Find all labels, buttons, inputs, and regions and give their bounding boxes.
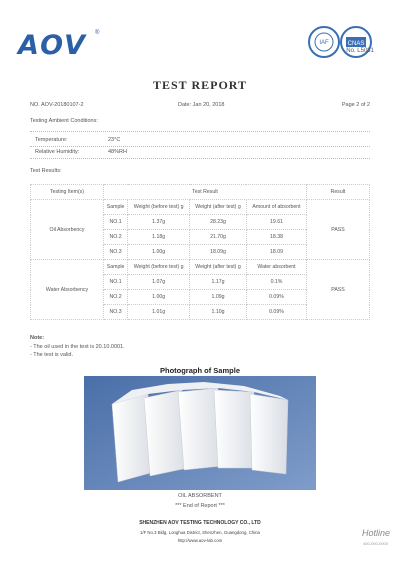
humidity-label: Relative Humidity: <box>35 149 80 155</box>
table-cell: 0.09% <box>246 305 306 320</box>
divider <box>30 131 370 132</box>
test-item-cell: Water Absorbency <box>31 260 104 320</box>
certification-badges-icon <box>302 22 382 62</box>
page-number: Page 2 of 2 <box>341 102 370 108</box>
report-number: NO. AOV-20180107-2 <box>30 102 84 108</box>
company-address: 1/F No.3 Bldg, Longhua District, Shenzhen, Guangdong, China <box>140 530 260 535</box>
table-cell: NO.1 <box>104 215 128 230</box>
col-header: Water absorbent <box>246 260 306 275</box>
col-header: Sample <box>104 260 128 275</box>
table-header-row <box>31 185 370 200</box>
table-header-cell: Result <box>307 185 370 200</box>
hotline-logo: Hotline <box>361 528 390 538</box>
notes-heading: Note: <box>30 335 45 341</box>
table-cell: 28.23g <box>190 215 247 230</box>
cert-badge-cnas: CNAS <box>347 41 365 47</box>
end-of-report: *** End of Report *** <box>175 503 225 509</box>
results-table <box>30 184 370 320</box>
table-cell: 18.09g <box>190 245 247 260</box>
table-cell: 1.00g <box>128 245 190 260</box>
company-logo: AOV <box>18 30 87 61</box>
result-cell: PASS <box>307 260 370 320</box>
photo-title: Photograph of Sample <box>159 366 240 375</box>
divider <box>30 146 370 147</box>
divider <box>30 158 370 159</box>
table-cell: NO.3 <box>104 305 128 320</box>
col-header: Weight (after test) g <box>190 200 247 215</box>
table-row <box>31 200 370 215</box>
report-title: TEST REPORT <box>152 78 248 92</box>
result-cell: PASS <box>307 200 370 260</box>
cert-number: No. L5081 <box>346 48 374 54</box>
table-cell: 0.09% <box>246 290 306 305</box>
company-name: SHENZHEN AOV TESTING TECHNOLOGY CO., LTD <box>139 520 261 526</box>
humidity-value: 48%RH <box>108 149 127 155</box>
table-cell: 18.38 <box>246 230 306 245</box>
note-line: - The test is valid. <box>30 352 73 358</box>
table-cell: 1.18g <box>128 230 190 245</box>
col-header: Weight (after test) g <box>190 260 247 275</box>
table-cell: 1.01g <box>128 305 190 320</box>
col-header: Weight (before test) g <box>128 260 190 275</box>
table-cell: NO.1 <box>104 275 128 290</box>
report-date: Date: Jan 20, 2018 <box>178 102 225 108</box>
table-cell: 1.17g <box>190 275 247 290</box>
table-header-cell: Testing Item(s) <box>31 185 104 200</box>
table-cell: 0.1% <box>246 275 306 290</box>
hotline-number: 400-000-0000 <box>363 541 388 546</box>
table-cell: 1.00g <box>128 290 190 305</box>
table-cell: 1.37g <box>128 215 190 230</box>
col-header: Amount of absorbent <box>246 200 306 215</box>
registered-mark: ® <box>95 30 100 36</box>
table-cell: 18.09 <box>246 245 306 260</box>
test-item-cell: Oil Absorbency <box>31 200 104 260</box>
table-header-cell: Test Result <box>104 185 307 200</box>
cert-badge-iaf: IAF <box>319 40 329 46</box>
results-heading: Test Results: <box>30 168 62 174</box>
table-row <box>31 260 370 275</box>
table-cell: NO.3 <box>104 245 128 260</box>
company-contact: http://www.aov-lab.com <box>177 538 223 543</box>
temperature-label: Temperature: <box>35 137 68 143</box>
table-cell: 21.70g <box>190 230 247 245</box>
note-line: - The oil used in the test is 20.10.0001. <box>30 344 125 350</box>
col-header: Weight (before test) g <box>128 200 190 215</box>
photo-caption: OIL ABSORBENT <box>178 493 222 499</box>
col-header: Sample <box>104 200 128 215</box>
table-cell: 1.07g <box>128 275 190 290</box>
table-cell: 19.61 <box>246 215 306 230</box>
table-cell: 1.09g <box>190 290 247 305</box>
table-cell: NO.2 <box>104 290 128 305</box>
sample-photo <box>84 376 316 490</box>
temperature-value: 23°C <box>108 137 121 143</box>
table-cell: 1.10g <box>190 305 247 320</box>
conditions-heading: Testing Ambient Conditions: <box>30 118 98 124</box>
table-cell: NO.2 <box>104 230 128 245</box>
